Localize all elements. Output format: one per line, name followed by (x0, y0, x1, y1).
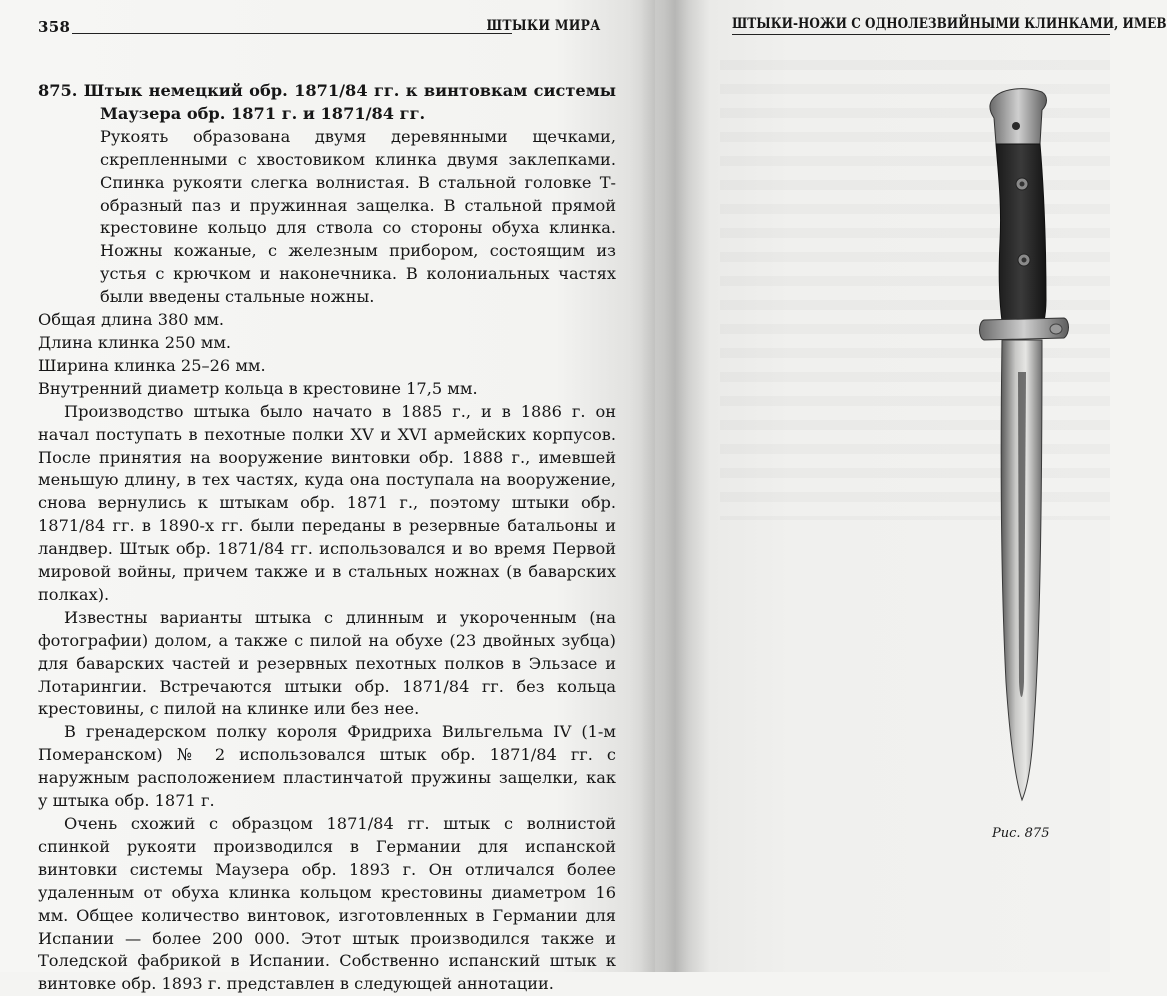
page-number: 358 (38, 18, 71, 36)
book-gutter (640, 0, 710, 972)
running-head-right: ШТЫКИ-НОЖИ С ОДНОЛЕЗВИЙНЫМИ КЛИНКАМИ, ИМЕВ (732, 16, 1167, 32)
entry-title: 875. Штык немецкий обр. 1871/84 гг. к винтовкам системы Маузера обр. 1871 г. и 1871/84 гг. (38, 81, 616, 123)
paragraph-spanish: Очень схожий с образцом 1871/84 гг. штык с волнистой спинкой рукояти производился в Германии для испанской винтовки системы Маузера обр. 1893 г. Он отличался более удаленным от обуха клинка кольцом крестовины диаметром 16 мм. Общее количество винтовок, изготовленных в Германии для Испании — более 200 000. Этот штык производился также и Толедской фабрикой в Испании. Собственно испанский штык к винтовке обр. 1893 г. представлен в следующей аннотации. (38, 814, 616, 994)
spec-ring-diameter: Внутренний диаметр кольца в крестовине 17,5 мм. (38, 378, 478, 398)
spec-blade-width: Ширина клинка 25–26 мм. (38, 355, 266, 375)
bayonet-photo (960, 82, 1070, 812)
figure-caption: Рис. 875 (992, 826, 1050, 841)
header-rule-right (732, 34, 1110, 35)
spec-overall-length: Общая длина 380 мм. (38, 310, 225, 330)
paragraph-grenadier: В гренадерском полку короля Фридриха Вильгельма IV (1-м Померанском) № 2 использовался штык обр. 1871/84 гг. с наружным расположением пластинчатой пружины защелки, как у штыка обр. 1871 г. (38, 722, 616, 811)
entry-description: Рукоять образована двумя деревянными щечками, скрепленными с хвостовиком клинка двумя заклепками. Спинка рукояти слегка волнистая. В стальной головке Т-образный паз и пружинная защелка. В стальной прямой крестовине кольцо для ствола со стороны обуха клинка. Ножны кожаные, с железным прибором, состоящим из устья с крючком и наконечника. В колониальных частях были введены стальные ножны. (100, 126, 616, 307)
header-rule (72, 33, 512, 34)
paragraph-variants: Известны варианты штыка с длинным и укороченным (на фотографии) долом, а также с пилой на обухе (23 двойных зубца) для баварских частей и резервных пехотных полков в Эльзасе и Лотарингии. Встречаются штыки обр. 1871/84 гг. без кольца крестовины, с пилой на клинке или без нее. (38, 607, 616, 719)
spec-blade-length: Длина клинка 250 мм. (38, 332, 232, 352)
entry-text (38, 80, 616, 996)
paragraph-production: Производство штыка было начато в 1885 г., и в 1886 г. он начал поступать в пехотные полки XV и XVI армейских корпусов. После принятия на вооружение винтовки обр. 1888 г., имевшей меньшую длину, в тех частях, куда она поступала на вооружение, снова вернулись к штыкам обр. 1871 г., поэтому штыки обр. 1871/84 гг. в 1890-х гг. были переданы в резервные батальоны и ландвер. Штык обр. 1871/84 гг. использовался и во время Первой мировой войны, причем также и в стальных ножнах (в баварских полках). (38, 401, 616, 604)
running-head-left: ШТЫКИ МИРА (486, 18, 600, 34)
